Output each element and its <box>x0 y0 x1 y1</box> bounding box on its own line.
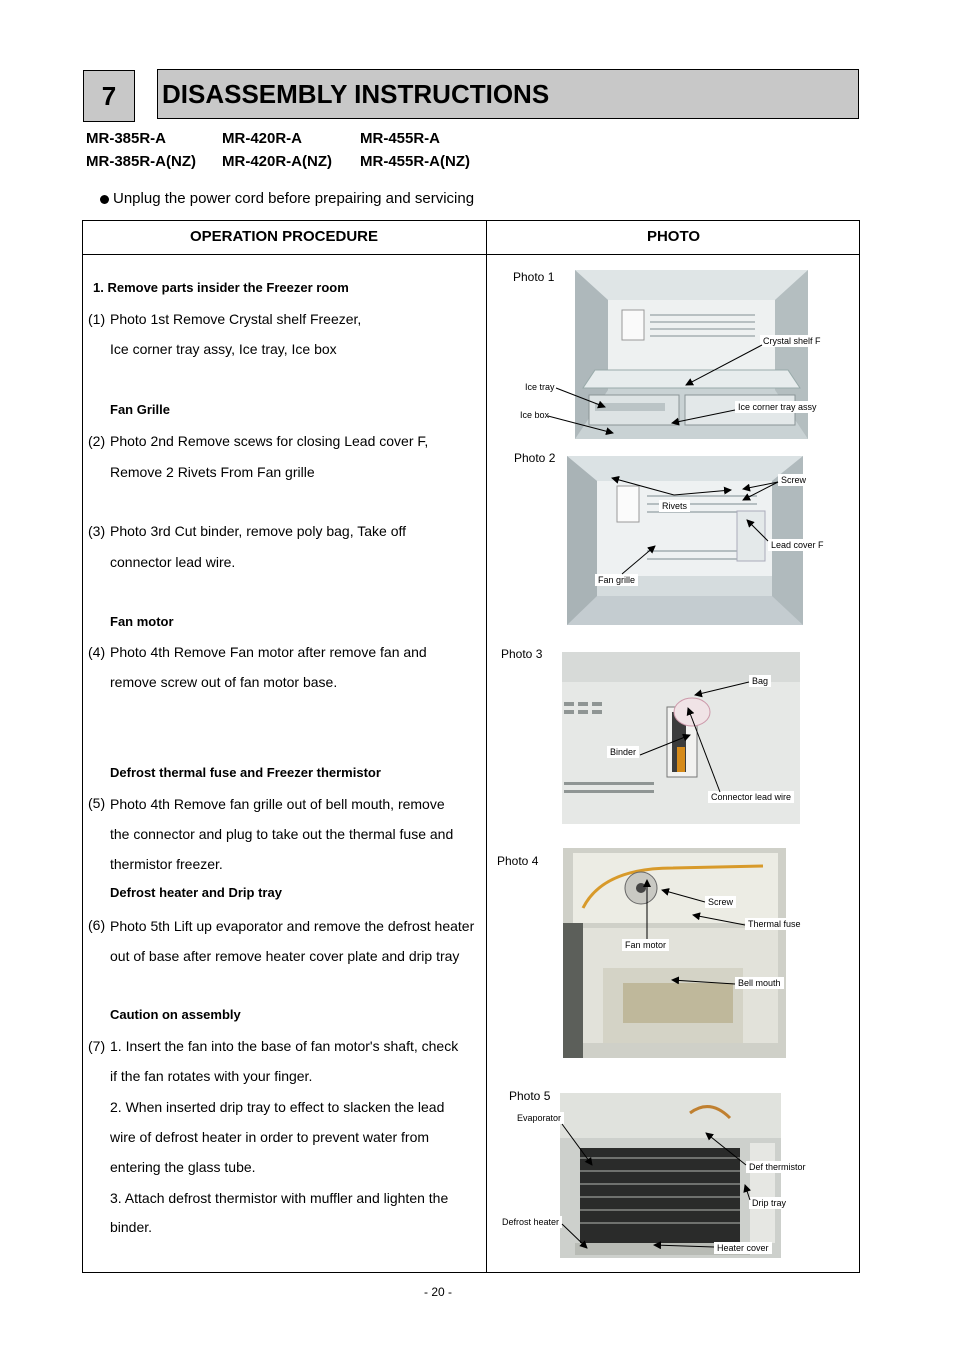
photo-label: Binder <box>607 746 639 758</box>
photo-caption: Photo 3 <box>501 647 543 661</box>
step-text: if the fan rotates with your finger. <box>110 1068 313 1084</box>
photo-caption: Photo 5 <box>509 1089 551 1103</box>
step-text: Photo 4th Remove fan grille out of bell mouth, remove <box>110 796 445 812</box>
photo-caption: Photo 1 <box>513 270 555 284</box>
step-text: Remove 2 Rivets From Fan grille <box>110 464 315 480</box>
subheading: Caution on assembly <box>110 1007 241 1022</box>
step-text: 3. Attach defrost thermistor with muffler and lighten the <box>110 1190 449 1206</box>
step-text: Photo 3rd Cut binder, remove poly bag, Take off <box>110 523 407 539</box>
step-text: connector lead wire. <box>110 554 236 570</box>
photo-label: Defrost heater <box>499 1216 562 1228</box>
step-number: (4) <box>88 644 106 660</box>
model-name: MR-385R-A(NZ) <box>86 153 196 170</box>
model-name: MR-455R-A(NZ) <box>360 153 470 170</box>
safety-note-text: Unplug the power cord before prepairing and servicing <box>113 190 475 207</box>
photo-caption: Photo 2 <box>514 451 556 465</box>
photo-label: Fan grille <box>595 574 638 586</box>
step-number: (7) <box>88 1038 106 1054</box>
step-number: (2) <box>88 433 106 449</box>
step-text: thermistor freezer. <box>110 856 223 872</box>
step-text: binder. <box>110 1219 153 1235</box>
photo-label: Rivets <box>659 500 690 512</box>
step-text: the connector and plug to take out the thermal fuse and <box>110 826 454 842</box>
step-text: Ice corner tray assy, Ice tray, Ice box <box>110 341 337 357</box>
photo-label: Def thermistor <box>746 1161 809 1173</box>
photo-label: Drip tray <box>749 1197 789 1209</box>
photo-label: Ice corner tray assy <box>735 401 820 413</box>
step-text: Photo 2nd Remove scews for closing Lead cover F, <box>110 433 429 449</box>
step-number: (5) <box>88 795 106 811</box>
column-header-procedure: OPERATION PROCEDURE <box>189 228 379 245</box>
subheading: Defrost heater and Drip tray <box>110 885 282 900</box>
photo-label: Crystal shelf F <box>760 335 824 347</box>
photo-label: Bell mouth <box>735 977 784 989</box>
model-name: MR-455R-A <box>360 130 441 147</box>
photo-label: Screw <box>705 896 736 908</box>
photo-caption: Photo 4 <box>497 854 539 868</box>
step-text: entering the glass tube. <box>110 1159 256 1175</box>
subheading: Defrost thermal fuse and Freezer thermistor <box>110 765 381 780</box>
step-text: Photo 1st Remove Crystal shelf Freezer, <box>110 311 362 327</box>
step-number: (1) <box>88 311 106 327</box>
subheading: Fan motor <box>110 614 174 629</box>
step-text: 2. When inserted drip tray to effect to slacken the lead <box>110 1099 445 1115</box>
step-text: Photo 5th Lift up evaporator and remove the defrost heater <box>110 918 475 934</box>
step-text: Photo 4th Remove Fan motor after remove fan and <box>110 644 427 660</box>
photo-label: Thermal fuse <box>745 918 804 930</box>
photo-label: Evaporator <box>514 1112 564 1124</box>
step-number: (6) <box>88 917 106 933</box>
photo-label: Lead cover F <box>768 539 827 551</box>
photo-label: Heater cover <box>714 1242 772 1254</box>
model-name: MR-420R-A <box>222 130 303 147</box>
section-title: DISASSEMBLY INSTRUCTIONS <box>157 69 859 119</box>
step-text: out of base after remove heater cover plate and drip tray <box>110 948 460 964</box>
page-number: - 20 - <box>423 1285 452 1299</box>
section-number: 7 <box>83 70 135 122</box>
model-name: MR-420R-A(NZ) <box>222 153 332 170</box>
photo-label: Ice box <box>517 409 552 421</box>
photo-label: Ice tray <box>522 381 558 393</box>
photo-label: Screw <box>778 474 809 486</box>
procedure-heading: 1. Remove parts insider the Freezer room <box>93 280 349 295</box>
column-header-photo: PHOTO <box>646 228 701 245</box>
step-number: (3) <box>88 523 106 539</box>
subheading: Fan Grille <box>110 402 170 417</box>
step-text: wire of defrost heater in order to prevent water from <box>110 1129 430 1145</box>
photo-label: Fan motor <box>622 939 669 951</box>
step-text: remove screw out of fan motor base. <box>110 674 338 690</box>
model-name: MR-385R-A <box>86 130 167 147</box>
photo-label: Connector lead wire <box>708 791 794 803</box>
photo-label: Bag <box>749 675 771 687</box>
step-text: 1. Insert the fan into the base of fan motor's shaft, check <box>110 1038 459 1054</box>
